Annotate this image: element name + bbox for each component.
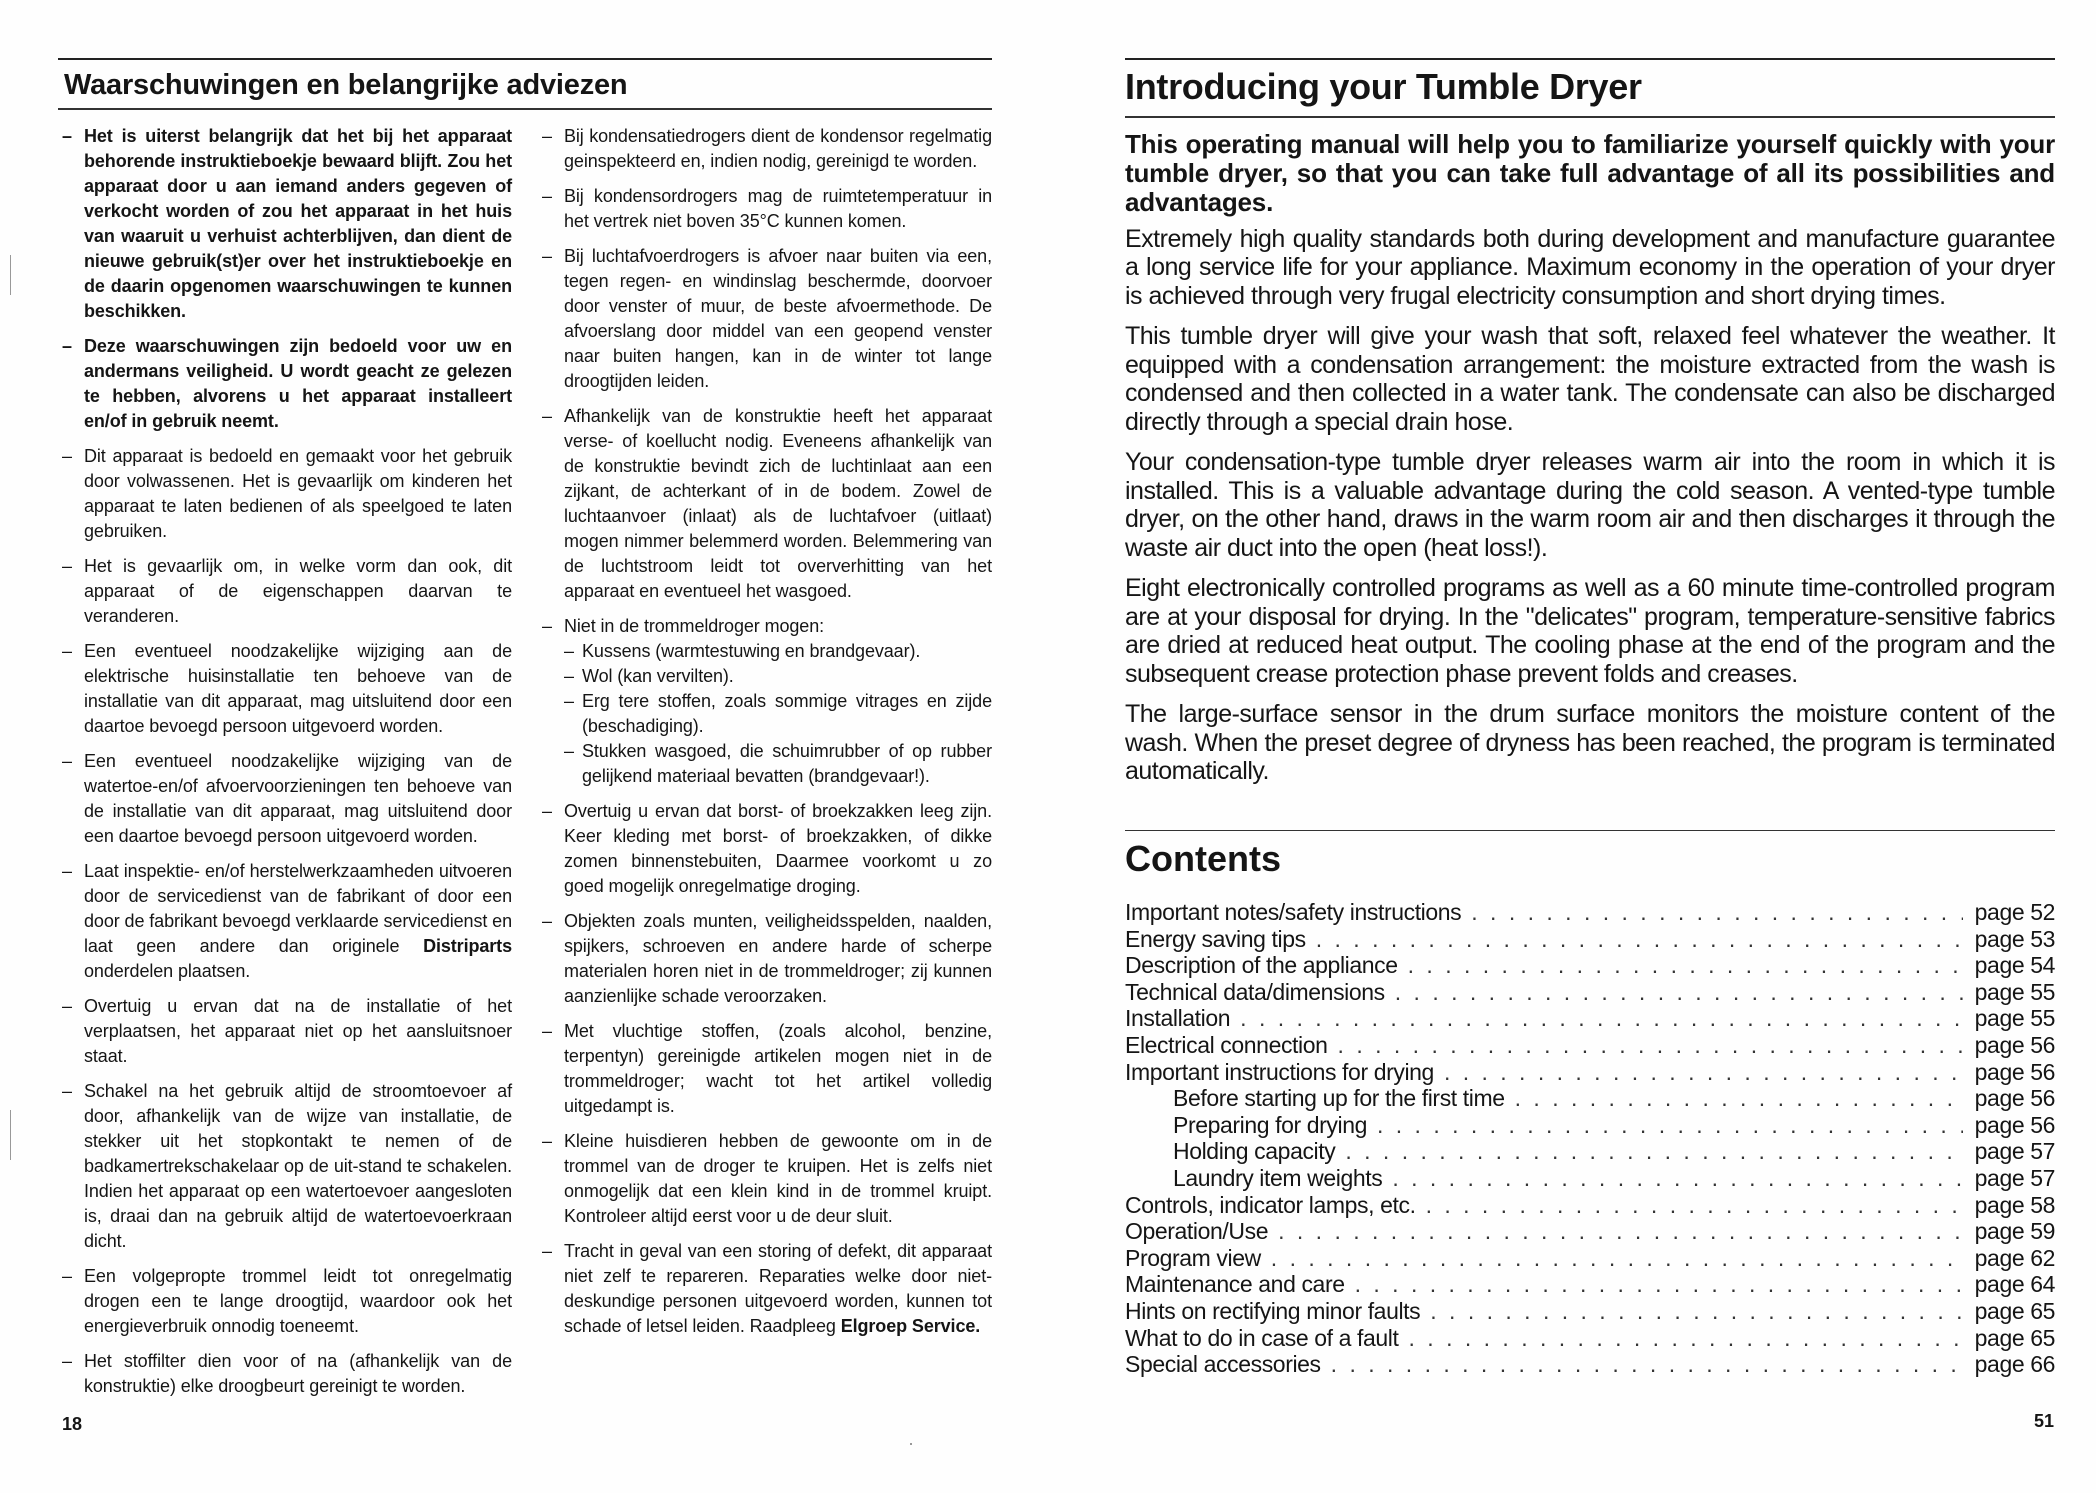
contents-entry-page: page 62 — [1974, 1244, 2055, 1271]
contents-entry — [1125, 1245, 2055, 1272]
intro-paragraph: This tumble dryer will give your wash that soft, relaxed feel whatever the weather. It equipped with a condensation arrangement: the moisture extracted from the wash is condensed and then collected in a water tank. The condensate can also be discharged directly through a special drain hose. — [1125, 322, 2055, 436]
warning-item — [542, 909, 992, 1009]
contents-title: Contents — [1125, 838, 1281, 879]
warning-text: Overtuig u ervan dat borst- of broekzakken leeg zijn. Keer kleding met borst- of broekzakken, of dikke zomen binnenstebuiten, Daarmee voorkomt u zo goed mogelijk onregelmatige droging. — [564, 800, 992, 896]
warning-text: Objekten zoals munten, veiligheidsspelden, naalden, spijkers, schroeven en andere harde of scherpe materialen horen niet in de trommeldroger; zij kunnen aanzienlijke schade veroorzaken. — [564, 910, 992, 1006]
contents-entry-page: page 58 — [1974, 1191, 2055, 1218]
contents-entry — [1125, 1032, 2055, 1059]
contents-entry — [1125, 1351, 2055, 1378]
contents-leader-dots — [1430, 1298, 1963, 1325]
warning-item — [62, 444, 512, 544]
warning-item — [62, 1264, 512, 1339]
contents-entry — [1125, 952, 2055, 979]
contents-entry-page: page 54 — [1974, 952, 2055, 979]
warning-item — [62, 1079, 512, 1254]
contents-rule — [1125, 830, 2055, 832]
warning-item — [62, 334, 512, 434]
contents-entry-label: Energy saving tips — [1125, 925, 1306, 952]
warning-item — [542, 1019, 992, 1119]
contents-leader-dots — [1426, 1192, 1963, 1219]
warning-text: Laat inspektie- en/of herstelwerkzaamheden uitvoeren door de servicedienst van de fabrikant of door een door de fabrikant bevoegd verklaarde servicedienst en laat geen andere dan originele — [84, 860, 512, 956]
contents-leader-dots — [1471, 899, 1963, 926]
contents-entry-label: Important notes/safety instructions — [1125, 899, 1462, 925]
warning-item — [542, 799, 992, 899]
warning-item — [542, 1129, 992, 1229]
contents-entry-label: What to do in case of a fault — [1125, 1324, 1399, 1351]
warning-item — [62, 859, 512, 984]
contents-entry-label: Description of the appliance — [1125, 952, 1398, 979]
contents-entry-label: Important instructions for drying — [1125, 1058, 1434, 1085]
contents-leader-dots — [1515, 1085, 1963, 1112]
contents-leader-dots — [1377, 1112, 1963, 1139]
intro-paragraph: Eight electronically controlled programs as well as a 60 minute time-controlled program are at your disposal for drying. In the "delicates" program, temperature-sensitive fabrics are dried at reduced heat output. The cooling phase at the end of the program and the subsequent crease protection phase prevent folds and creases. — [1125, 574, 2055, 688]
contents-entry-page: page 66 — [1974, 1351, 2055, 1378]
warning-text: Kleine huisdieren hebben de gewoonte om in de trommel van de droger te kruipen. Het is zelfs niet onmogelijk dat een klein kind in de trommel kruipt. Kontroleer altijd eerst voor u de deur sluit. — [564, 1130, 992, 1226]
warning-text: Het is gevaarlijk om, in welke vorm dan ook, dit apparaat of de eigenschappen daarvan te veranderen. — [84, 555, 512, 626]
warning-subitem: – Kussens (warmtestuwing en brandgevaar). — [564, 639, 992, 664]
warning-item — [542, 124, 992, 174]
left-title-rule — [58, 108, 992, 110]
intro-paragraph: Your condensation-type tumble dryer releases warm air into the room in which it is installed. This is a valuable advantage during the cold season. A vented-type tumble dryer, on the other hand, draws in the warm room air and then discharges it through the waste air duct into the open (heat loss!). — [1125, 448, 2055, 562]
contents-entry — [1125, 1112, 2055, 1139]
warning-item — [62, 554, 512, 629]
contents-entry-page: page 56 — [1974, 1085, 2055, 1112]
contents-entry-label: Hints on rectifying minor faults — [1125, 1297, 1421, 1324]
contents-entry-page: page 65 — [1974, 1324, 2055, 1351]
contents-leader-dots — [1408, 952, 1963, 979]
warning-text: Bij kondensordrogers mag de ruimtetemperatuur in het vertrek niet boven 35°C kunnen komen. — [564, 185, 992, 231]
warning-item — [542, 404, 992, 604]
contents-entry-page: page 57 — [1974, 1138, 2055, 1165]
contents-entry-label: Laundry item weights — [1173, 1164, 1383, 1191]
warning-item — [62, 749, 512, 849]
right-title-rule — [1125, 116, 2055, 118]
warning-text: Een eventueel noodzakelijke wijziging van de watertoe-en/of afvoervoorzieningen ten behoeve van de installatie van dit apparaat, mag uitsluitend door een daartoe bevoegd persoon uitgevoerd worden. — [84, 750, 512, 846]
contents-entry — [1125, 1005, 2055, 1032]
warning-text: Een volgepropte trommel leidt tot onregelmatig drogen een te lange droogtijd, waardoor ook het energieverbruik onnodig toeneemt. — [84, 1265, 512, 1336]
left-page — [58, 58, 992, 1453]
warning-text: Dit apparaat is bedoeld en gemaakt voor het gebruik door volwassenen. Het is gevaarlijk om kinderen het apparaat te laten bedienen of als speelgoed te laten gebruiken. — [84, 445, 512, 541]
contents-entry — [1125, 979, 2055, 1006]
right-page — [1125, 58, 2055, 1453]
warning-text: Afhankelijk van de konstruktie heeft het apparaat verse- of koellucht nodig. Eveneens afhankelijk van de konstruktie bevindt zich de luchtinlaat aan een zijkant, de achterkant of in de bodem. Zowel de luchtaanvoer (inlaat) als de luchtafvoer (uitlaat) mogen nimmer belemmerd worden. Belemmering van de luchtstroom leidt tot oververhitting van het apparaat en eventueel het wasgoed. — [564, 405, 992, 601]
contents-leader-dots — [1338, 1032, 1963, 1059]
warning-text: Overtuig u ervan dat na de installatie of het verplaatsen, het apparaat niet op het aansluitsnoer staat. — [84, 995, 512, 1066]
warning-item — [542, 614, 992, 789]
contents-entry — [1125, 1059, 2055, 1086]
scan-mark — [10, 255, 11, 295]
contents-entry — [1125, 1218, 2055, 1245]
warning-text: Niet in de trommeldroger mogen: — [564, 615, 825, 636]
warning-item — [542, 184, 992, 234]
intro-paragraph: Extremely high quality standards both during development and manufacture guarantee a long service life for your appliance. Maximum economy in the operation of your dryer is achieved through very frugal electricity consumption and short drying times. — [1125, 224, 2055, 310]
contents-leader-dots — [1395, 979, 1963, 1006]
contents-entry-page: page 56 — [1974, 1031, 2055, 1058]
contents-entry-page: page 56 — [1974, 1111, 2055, 1138]
contents-entry-label: Preparing for drying — [1173, 1111, 1367, 1138]
warning-text: Bij luchtafvoerdrogers is afvoer naar buiten via een, tegen regen- en windinslag beschermde, doorvoer door venster of muur, de beste afvoermethode. De afvoerslang door middel van een geopend venster naar buiten hangen, kan in de winter tot lange droogtijden leiden. — [564, 245, 992, 391]
contents-entry-page: page 53 — [1974, 925, 2055, 952]
contents-leader-dots — [1271, 1245, 1963, 1272]
warning-text-tail: onderdelen plaatsen. — [84, 960, 251, 981]
contents-entry — [1125, 1138, 2055, 1165]
intro-lead: This operating manual will help you to familiarize yourself quickly with your tumble dryer, so that you can take full advantage of all its possibilities and advantages. — [1125, 128, 2055, 217]
warning-item — [62, 994, 512, 1069]
contents-leader-dots — [1444, 1059, 1963, 1086]
contents-leader-dots — [1392, 1165, 1963, 1192]
warning-text: Deze waarschuwingen zijn bedoeld voor uw en andermans veiligheid. U wordt geacht ze gelezen te hebben, alvorens u het apparaat installeert en/of in gebruik neemt. — [84, 335, 512, 431]
intro-paragraph: The large-surface sensor in the drum surface monitors the moisture content of the wash. When the preset degree of dryness has been reached, the program is terminated automatically. — [1125, 700, 2055, 785]
warning-item — [62, 1349, 512, 1399]
contents-entry — [1125, 1325, 2055, 1352]
contents-entry-label: Controls, indicator lamps, etc. — [1125, 1191, 1416, 1218]
warning-text: Schakel na het gebruik altijd de stroomtoevoer af door, afhankelijk van de wijze van installatie, de stekker uit het stopkontakt te nemen of de badkamertrekschakelaar op de uit-stand te schakelen. Indien het apparaat op een watertoevoer aangesloten is, draai dan na gebruik altijd de watertoevoerkraan dicht. — [84, 1080, 512, 1251]
right-page-number: 51 — [2034, 1411, 2055, 1431]
contents-entry-label: Maintenance and care — [1125, 1271, 1345, 1298]
contents-leader-dots — [1316, 926, 1963, 953]
warning-subitem: – Stukken wasgoed, die schuimrubber of op rubber gelijkend materiaal bevatten (brandgevaar!). — [564, 739, 992, 789]
left-column-a — [62, 124, 512, 1409]
warning-text: Tracht in geval van een storing of defekt, dit apparaat niet zelf te repareren. Reparaties welke door niet-deskundige personen uitgevoerd worden, kunnen tot schade of letsel leiden. Raadpleeg — [564, 1240, 992, 1336]
right-top-rule — [1125, 58, 2055, 60]
contents-leader-dots — [1278, 1218, 1963, 1245]
scan-mark — [10, 1110, 11, 1160]
contents-entry-label: Electrical connection — [1125, 1031, 1328, 1058]
contents-list — [1125, 899, 2055, 1378]
warning-emphasis: Elgroep Service. — [840, 1315, 981, 1336]
contents-entry-page: page 55 — [1974, 978, 2055, 1005]
contents-entry-page: page 59 — [1974, 1218, 2055, 1245]
warning-item — [542, 1239, 992, 1339]
contents-entry-page: page 57 — [1974, 1164, 2055, 1191]
left-page-title: Waarschuwingen en belangrijke adviezen — [64, 69, 628, 101]
contents-entry-page: page 64 — [1974, 1271, 2055, 1298]
warning-item — [542, 244, 992, 394]
warning-text: Bij kondensatiedrogers dient de kondensor regelmatig geinspekteerd en, indien nodig, gereinigd te worden. — [564, 125, 992, 171]
scan-mark — [910, 1443, 912, 1445]
right-page-title: Introducing your Tumble Dryer — [1125, 66, 1642, 107]
warning-subitem: – Erg tere stoffen, zoals sommige vitrages en zijde (beschadiging). — [564, 689, 992, 739]
intro-paragraphs — [1125, 225, 2055, 786]
contents-entry — [1125, 1298, 2055, 1325]
warning-text: Het stoffilter dien voor of na (afhankelijk van de konstruktie) elke droogbeurt gereinigt te worden. — [84, 1350, 512, 1396]
contents-entry-label: Technical data/dimensions — [1125, 978, 1385, 1005]
contents-entry-page: page 52 — [1974, 899, 2055, 925]
warning-subitem: – Wol (kan vervilten). — [564, 664, 992, 689]
warning-text: Een eventueel noodzakelijke wijziging aan de elektrische huisinstallatie ten behoeve van de installatie van dit apparaat, mag uitsluitend door een daartoe bevoegd persoon uitgevoerd worden. — [84, 640, 512, 736]
contents-leader-dots — [1355, 1271, 1963, 1298]
contents-entry-label: Special accessories — [1125, 1351, 1321, 1378]
left-column-b — [542, 124, 992, 1349]
left-page-number: 18 — [62, 1414, 83, 1434]
contents-entry — [1125, 1192, 2055, 1219]
contents-entry-label: Operation/Use — [1125, 1218, 1269, 1245]
contents-entry — [1125, 1085, 2055, 1112]
contents-leader-dots — [1240, 1005, 1963, 1032]
warning-text: Met vluchtige stoffen, (zoals alcohol, benzine, terpentyn) gereinigde artikelen mogen niet in de trommeldroger; wacht tot het artikel volledig uitgedampt is. — [564, 1020, 992, 1116]
contents-entry-label: Holding capacity — [1173, 1138, 1336, 1165]
contents-entry-label: Before starting up for the first time — [1173, 1085, 1505, 1112]
warning-text: Het is uiterst belangrijk dat het bij het apparaat behorende instruktieboekje bewaard blijft. Zou het apparaat door u aan iemand anders gegeven of verkocht worden of zou het apparaat in het huis van waaruit u verhuist achterblijven, dan dient de nieuwe gebruik(st)er over het instruktieboekje en de daarin opgenomen waarschuwingen te kunnen beschikken. — [84, 125, 512, 321]
contents-entry-label: Installation — [1125, 1005, 1231, 1032]
contents-entry-page: page 55 — [1974, 1005, 2055, 1032]
warning-item — [62, 639, 512, 739]
contents-entry-page: page 56 — [1974, 1058, 2055, 1085]
contents-entry-page: page 65 — [1974, 1297, 2055, 1324]
contents-entry — [1125, 899, 2055, 926]
contents-leader-dots — [1345, 1138, 1963, 1165]
contents-entry — [1125, 926, 2055, 953]
contents-leader-dots — [1409, 1325, 1963, 1352]
warning-emphasis: Distriparts — [423, 935, 512, 956]
left-top-rule — [58, 58, 992, 60]
contents-entry — [1125, 1271, 2055, 1298]
contents-entry-label: Program view — [1125, 1244, 1261, 1271]
warning-item — [62, 124, 512, 324]
contents-entry — [1125, 1165, 2055, 1192]
contents-leader-dots — [1331, 1351, 1963, 1378]
